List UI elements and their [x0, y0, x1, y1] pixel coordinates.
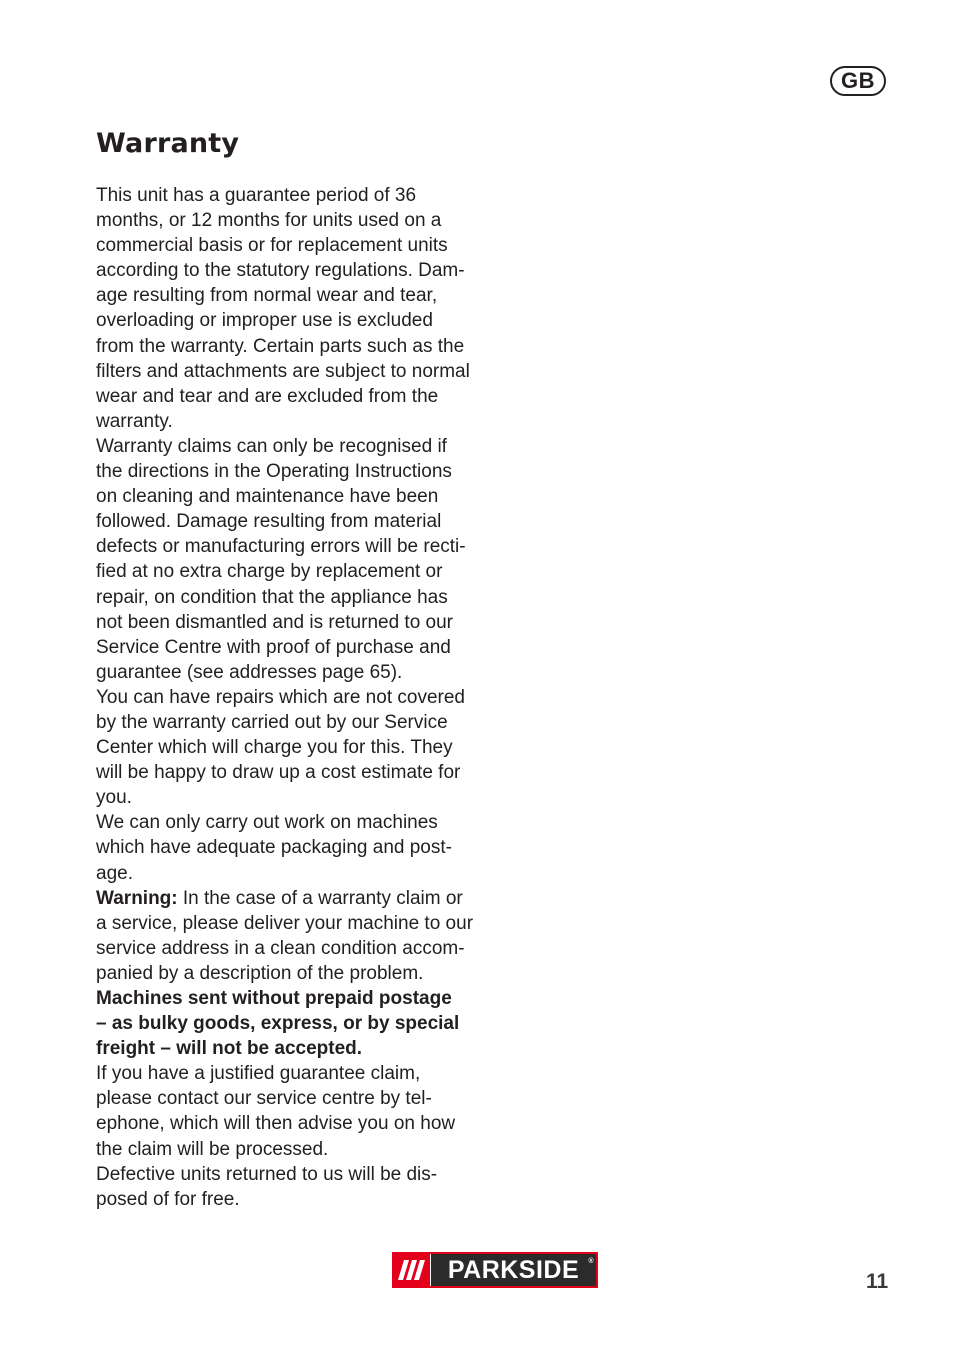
- text-line: by the warranty carried out by our Service: [96, 711, 448, 733]
- text-line: If you have a justified guarantee claim,: [96, 1063, 421, 1085]
- text-line: the directions in the Operating Instructions: [96, 461, 452, 483]
- text-line: on cleaning and maintenance have been: [96, 486, 439, 508]
- text-line: months, or 12 months for units used on a: [96, 210, 442, 232]
- bold-notice-line: – as bulky goods, express, or by special: [96, 1013, 460, 1035]
- text-line: You can have repairs which are not covered: [96, 686, 465, 708]
- text-line: you.: [96, 787, 132, 809]
- text-line: not been dismantled and is returned to our: [96, 611, 454, 633]
- language-badge: GB: [830, 66, 886, 96]
- text-line: please contact our service centre by tel-: [96, 1088, 432, 1110]
- text-line: from the warranty. Certain parts such as the: [96, 335, 465, 357]
- warning-label: Warning:: [96, 887, 178, 909]
- text-line: This unit has a guarantee period of 36: [96, 185, 417, 206]
- text-line: a service, please deliver your machine to our: [96, 912, 474, 934]
- text-line: which have adequate packaging and post-: [96, 837, 452, 859]
- text-line: Warranty claims can only be recognised if: [96, 435, 447, 457]
- text-line: warranty.: [96, 410, 173, 432]
- logo-wordmark: [430, 1254, 596, 1286]
- logo-brand: PARKSIDE: [447, 1256, 580, 1284]
- text-line: will be happy to draw up a cost estimate for: [96, 762, 461, 784]
- text-line: followed. Damage resulting from material: [96, 511, 442, 533]
- text-line: guarantee (see addresses page 65).: [96, 661, 403, 683]
- text-line: age resulting from normal wear and tear,: [96, 285, 438, 307]
- logo-stripes-icon: [394, 1254, 430, 1286]
- warranty-text: [96, 183, 486, 1212]
- text-line: commercial basis or for replacement units: [96, 235, 448, 257]
- text-line: filters and attachments are subject to normal: [96, 360, 470, 382]
- text-line: We can only carry out work on machines: [96, 812, 438, 834]
- warning-text: In the case of a warranty claim or: [177, 887, 463, 909]
- text-line: service address in a clean condition accom-: [96, 937, 465, 959]
- bold-notice-line: freight – will not be accepted.: [96, 1038, 363, 1060]
- text-line: Center which will charge you for this. They: [96, 737, 453, 759]
- text-line: defects or manufacturing errors will be recti-: [96, 536, 466, 558]
- text-line: Service Centre with proof of purchase and: [96, 636, 451, 658]
- text-line: posed of for free.: [96, 1188, 240, 1210]
- text-line: fied at no extra charge by replacement or: [96, 561, 443, 583]
- text-line: Defective units returned to us will be dis-: [96, 1163, 438, 1185]
- text-line: panied by a description of the problem.: [96, 962, 424, 984]
- bold-notice-line: Machines sent without prepaid postage: [96, 988, 452, 1009]
- text-line: age.: [96, 862, 133, 884]
- text-line: repair, on condition that the appliance has: [96, 586, 448, 608]
- text-line: overloading or improper use is excluded: [96, 310, 433, 332]
- text-line: wear and tear and are excluded from the: [96, 385, 439, 407]
- page-number: 11: [866, 1270, 889, 1293]
- warning-line: [96, 886, 486, 911]
- text-line: the claim will be processed.: [96, 1138, 329, 1160]
- page-title: Warranty: [96, 128, 240, 159]
- parkside-logo: [392, 1252, 598, 1288]
- text-line: ephone, which will then advise you on how: [96, 1113, 456, 1135]
- text-line: according to the statutory regulations. Dam-: [96, 260, 465, 282]
- registered-mark: ®: [588, 1258, 594, 1265]
